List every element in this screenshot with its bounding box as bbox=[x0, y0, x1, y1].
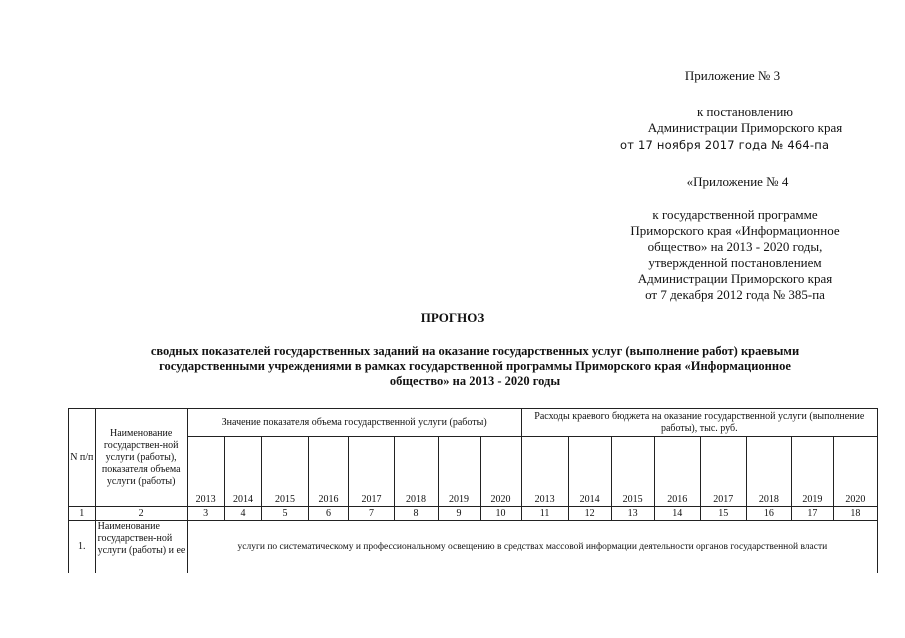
column-number: 11 bbox=[521, 507, 568, 521]
program-reference-block bbox=[620, 207, 850, 303]
forecast-table bbox=[68, 408, 878, 573]
year-cell: 2017 bbox=[349, 437, 394, 507]
year-cell: 2014 bbox=[568, 437, 611, 507]
year-cell: 2013 bbox=[187, 437, 224, 507]
column-number: 6 bbox=[308, 507, 349, 521]
header-number: N п/п bbox=[69, 409, 96, 507]
row-number: 1. bbox=[69, 521, 96, 573]
administration-label: Администрации Приморского края bbox=[647, 120, 843, 135]
resolution-date-stamp: от 17 ноября 2017 года № 464-па bbox=[620, 138, 830, 152]
row-service-description: услуги по систематическому и профессиональному освещению в средствах массовой информации деятельности органов государственной власти bbox=[187, 521, 877, 573]
column-number: 12 bbox=[568, 507, 611, 521]
year-cell: 2013 bbox=[521, 437, 568, 507]
column-number: 18 bbox=[833, 507, 877, 521]
program-line: от 7 декабря 2012 года № 385-па bbox=[645, 287, 825, 302]
subtitle-line: государственными учреждениями в рамках государственной программы Приморского края «Информационное bbox=[159, 359, 791, 373]
document-subtitle bbox=[70, 344, 880, 389]
column-number: 16 bbox=[746, 507, 791, 521]
year-cell: 2018 bbox=[746, 437, 791, 507]
subtitle-line: общество» на 2013 - 2020 годы bbox=[389, 374, 561, 388]
year-cell: 2017 bbox=[700, 437, 746, 507]
year-cell: 2018 bbox=[394, 437, 438, 507]
column-number: 4 bbox=[224, 507, 262, 521]
subtitle-line: сводных показателей государственных заданий на оказание государственных услуг (выполнение работ) краевыми bbox=[150, 344, 800, 358]
column-number: 5 bbox=[262, 507, 308, 521]
year-cell: 2019 bbox=[791, 437, 833, 507]
year-cell: 2016 bbox=[654, 437, 700, 507]
column-number: 9 bbox=[438, 507, 480, 521]
year-cell: 2019 bbox=[438, 437, 480, 507]
column-number: 1 bbox=[69, 507, 96, 521]
year-cell: 2016 bbox=[308, 437, 349, 507]
program-line: Приморского края «Информационное bbox=[630, 223, 840, 238]
table-row bbox=[69, 521, 878, 573]
resolution-label: к постановлению bbox=[696, 104, 794, 119]
program-line: утвержденной постановлением bbox=[648, 255, 822, 270]
column-number: 14 bbox=[654, 507, 700, 521]
column-number: 2 bbox=[95, 507, 187, 521]
column-number: 10 bbox=[480, 507, 521, 521]
appendix-3-label: Приложение № 3 bbox=[684, 68, 781, 83]
column-number: 3 bbox=[187, 507, 224, 521]
program-line: общество» на 2013 - 2020 годы, bbox=[647, 239, 823, 254]
table-years-row bbox=[69, 437, 878, 507]
document-title: ПРОГНОЗ bbox=[420, 310, 485, 325]
year-cell: 2020 bbox=[833, 437, 877, 507]
year-cell: 2020 bbox=[480, 437, 521, 507]
year-cell: 2015 bbox=[262, 437, 308, 507]
column-number: 17 bbox=[791, 507, 833, 521]
header-service-name: Наименование государствен-ной услуги (работы), показателя объема услуги (работы) bbox=[95, 409, 187, 507]
appendix-4-label: «Приложение № 4 bbox=[686, 174, 789, 189]
column-number: 15 bbox=[700, 507, 746, 521]
header-volume-group: Значение показателя объема государственной услуги (работы) bbox=[187, 409, 521, 437]
program-line: Администрации Приморского края bbox=[637, 271, 833, 286]
column-number: 7 bbox=[349, 507, 394, 521]
table-header-row bbox=[69, 409, 878, 437]
column-number: 8 bbox=[394, 507, 438, 521]
column-numbers-row bbox=[69, 507, 878, 521]
program-line: к государственной программе bbox=[652, 207, 818, 222]
column-number: 13 bbox=[611, 507, 654, 521]
header-budget-group: Расходы краевого бюджета на оказание государственной услуги (выполнение работы), тыс. руб. bbox=[521, 409, 877, 437]
year-cell: 2015 bbox=[611, 437, 654, 507]
row-service-name: Наименование государствен-ной услуги (работы) и ее bbox=[95, 521, 187, 573]
year-cell: 2014 bbox=[224, 437, 262, 507]
